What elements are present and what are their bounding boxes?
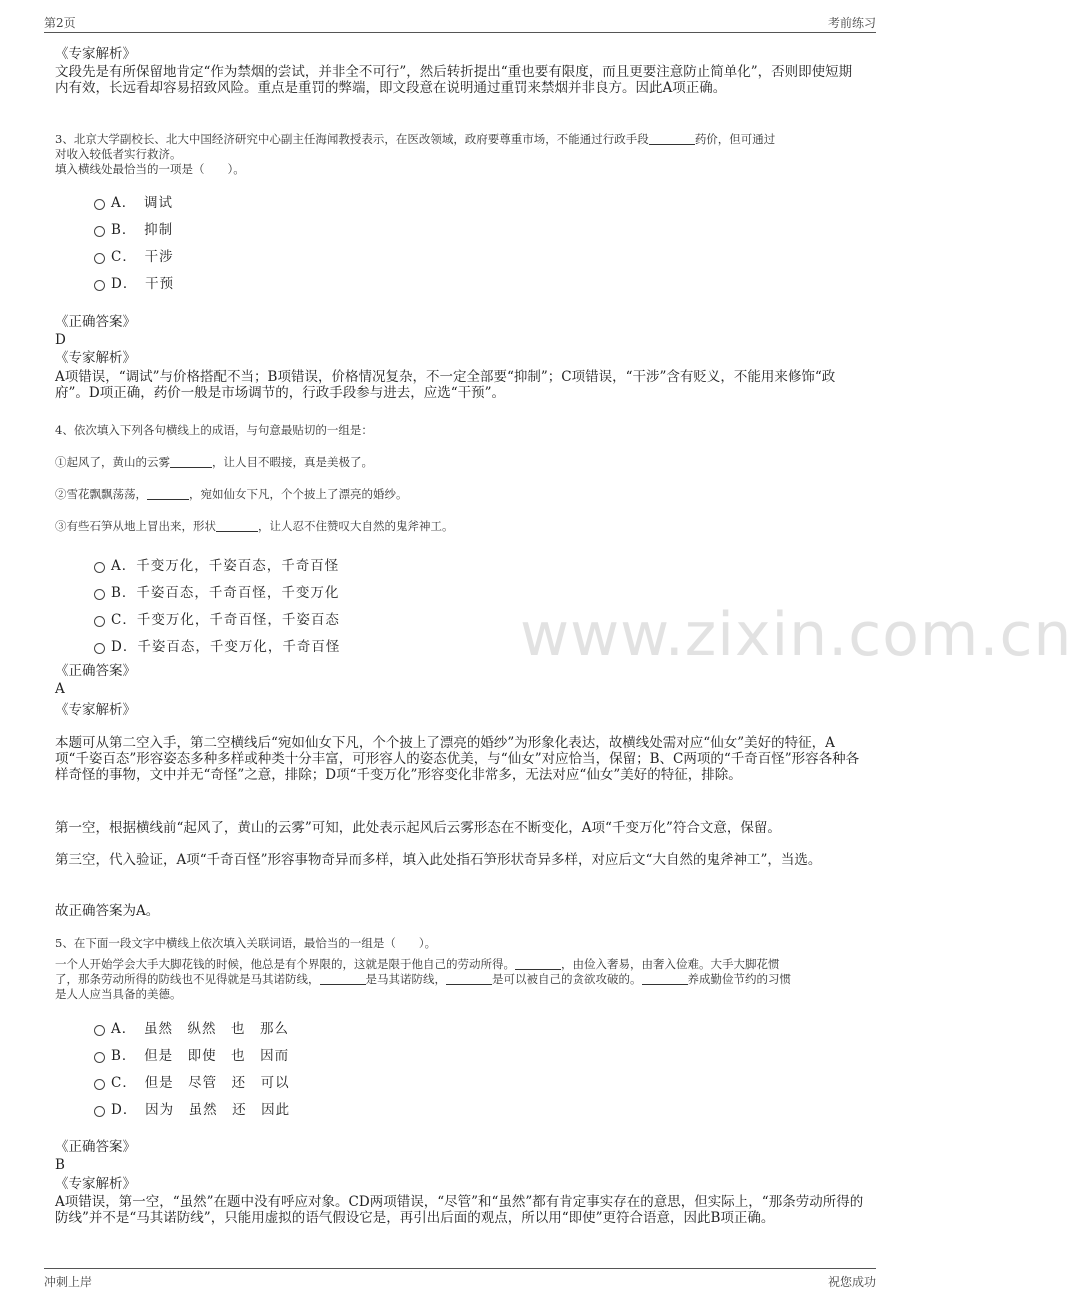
radio-icon[interactable] (94, 280, 105, 291)
q5-stem: 5、在下面一段文字中横线上依次填入关联词语，最恰当的一组是（ ）。 (55, 936, 437, 950)
q4-analysis-p4: 故正确答案为A。 (55, 903, 160, 919)
q4-option-a[interactable]: A．千变万化，千姿百态，千奇百怪 (94, 554, 339, 572)
radio-icon[interactable] (94, 1079, 105, 1090)
radio-icon[interactable] (94, 589, 105, 600)
q4-option-d[interactable]: D．千姿百态，千变万化，千奇百怪 (94, 635, 340, 653)
footer-right: 祝您成功 (827, 1275, 876, 1289)
q5-answer: B (55, 1157, 65, 1173)
q4-sentence-3: ③有些石笋从地上冒出来，形状 ，让人忍不住赞叹大自然的鬼斧神工。 (55, 519, 454, 533)
radio-icon[interactable] (94, 562, 105, 573)
q4-option-c[interactable]: C．千变万化，千奇百怪，千姿百态 (94, 608, 340, 626)
page-number: 第2页 (44, 16, 76, 30)
radio-icon[interactable] (94, 199, 105, 210)
radio-icon[interactable] (94, 1052, 105, 1063)
q4-sentence-1: ①起风了，黄山的云雾 ，让人目不暇接，真是美极了。 (55, 455, 373, 469)
q4-stem: 4、依次填入下列各句横线上的成语，与句意最贴切的一组是： (55, 423, 373, 437)
q3-option-b[interactable]: B． 抑制 (94, 218, 173, 236)
q5-blank-2 (320, 972, 366, 985)
q3-stem (55, 132, 865, 177)
radio-icon[interactable] (94, 1106, 105, 1117)
q5-option-a[interactable]: A． 虽然 纵然 也 那么 (94, 1017, 289, 1035)
watermark: www.zixin.com.cn (520, 600, 1072, 670)
header-title: 考前练习 (827, 16, 876, 30)
q3-stem-a: 3、北京大学副校长、北大中国经济研究中心副主任海闻教授表示，在医改领域，政府要尊重市场，不能通过行政手段 (55, 132, 649, 146)
q3-stem-b: 药价，但可通过 (694, 132, 776, 146)
q4-answer-label: 《正确答案》 (55, 663, 136, 679)
q5-option-d[interactable]: D． 因为 虽然 还 因此 (94, 1098, 290, 1116)
radio-icon[interactable] (94, 1025, 105, 1036)
radio-icon[interactable] (94, 253, 105, 264)
q3-analysis-label: 《专家解析》 (55, 350, 136, 366)
q2-analysis-label: 《专家解析》 (55, 46, 136, 62)
q5-analysis: A项错误，第一空，“虽然”在题中没有呼应对象。CD两项错误，“尽管”和“虽然”都有肯定事实存在的意思，但实际上，“那条劳动所得的防线”并不是“马其诺防线”，只能用虚拟的语气假设它是，再引出后面的观点，所以用“即使”更符合语意，因此B项正确。 (55, 1194, 864, 1226)
q2-analysis: 文段先是有所保留地肯定“作为禁烟的尝试，并非全不可行”，然后转折提出“重也要有限度，而且更要注意防止简单化”，否则即使短期内有效，长远看却容易招致风险。重点是重罚的弊端，即文段意在说明通过重罚来禁烟并非良方。因此A项正确。 (55, 64, 853, 96)
q5-blank-3 (446, 972, 492, 985)
q3-prompt: 填入横线处最恰当的一项是（ ）。 (55, 162, 245, 176)
q4-sentence-2: ②雪花飘飘荡荡， ，宛如仙女下凡，个个披上了漂亮的婚纱。 (55, 487, 408, 501)
q4-analysis-p1: 本题可从第二空入手，第二空横线后“宛如仙女下凡，个个披上了漂亮的婚纱”为形象化表达，故横线处需对应“仙女”美好的特征，A项“千姿百态”形容姿态多种多样或种类十分丰富，可形容人的姿态优美，与“仙女”对应恰当，保留；B、C两项的“千奇百怪”形容各种各样奇怪的事物，文中并无“奇怪”之意，排除；D项“千变万化”形容变化非常多，无法对应“仙女”美好的特征，排除。 (55, 735, 860, 783)
q4-option-b[interactable]: B．千姿百态，千奇百怪，千变万化 (94, 581, 339, 599)
q5-option-c[interactable]: C． 但是 尽管 还 可以 (94, 1071, 290, 1089)
q3-analysis: A项错误，“调试”与价格搭配不当；B项错误，价格情况复杂，不一定全部要“抑制”；C项错误，“干涉”含有贬义，不能用来修饰“政府”。D项正确，药价一般是市场调节的，行政手段参与进去，应选“干预”。 (55, 369, 836, 401)
radio-icon[interactable] (94, 616, 105, 627)
q4-answer: A (55, 681, 65, 697)
q4-blank-3 (216, 519, 258, 532)
q3-answer: D (55, 332, 66, 348)
page-footer (44, 1268, 876, 1295)
q5-blank-4 (642, 972, 688, 985)
q5-option-b[interactable]: B． 但是 即使 也 因而 (94, 1044, 289, 1062)
q3-stem-c: 对收入较低者实行救济。 (55, 147, 182, 161)
page-header (44, 14, 876, 33)
footer-left: 冲刺上岸 (44, 1275, 93, 1289)
q3-blank (649, 132, 695, 145)
q5-answer-label: 《正确答案》 (55, 1139, 136, 1155)
radio-icon[interactable] (94, 226, 105, 237)
radio-icon[interactable] (94, 643, 105, 654)
q3-option-a[interactable]: A． 调试 (94, 191, 173, 209)
q4-analysis-p3: 第三空，代入验证，A项“千奇百怪”形容事物奇异而多样，填入此处指石笋形状奇异多样，对应后文“大自然的鬼斧神工”，当选。 (55, 852, 822, 868)
q3-option-c[interactable]: C． 干涉 (94, 245, 174, 263)
q5-passage: 一个人开始学会大手大脚花钱的时候，他总是有个界限的，这就是限于他自己的劳动所得。 ，由俭入奢易，由奢入俭难。大手大脚花惯 了，那条劳动所得的防线也不见得就是马其诺防线， 是马其诺防线， 是可以被自己的贪欲攻破的。 养成勤俭节约的习惯 是人人应当具备的美德。 (55, 957, 791, 1001)
q3-answer-label: 《正确答案》 (55, 314, 136, 330)
q3-option-d[interactable]: D． 干预 (94, 272, 174, 290)
q4-analysis-p2: 第一空，根据横线前“起风了，黄山的云雾”可知，此处表示起风后云雾形态在不断变化，A项“千变万化”符合文意，保留。 (55, 820, 781, 836)
q4-blank-2 (147, 487, 189, 500)
q5-analysis-label: 《专家解析》 (55, 1176, 136, 1192)
q4-blank-1 (170, 455, 212, 468)
q5-blank-1 (515, 957, 561, 970)
q4-analysis-label: 《专家解析》 (55, 702, 136, 718)
